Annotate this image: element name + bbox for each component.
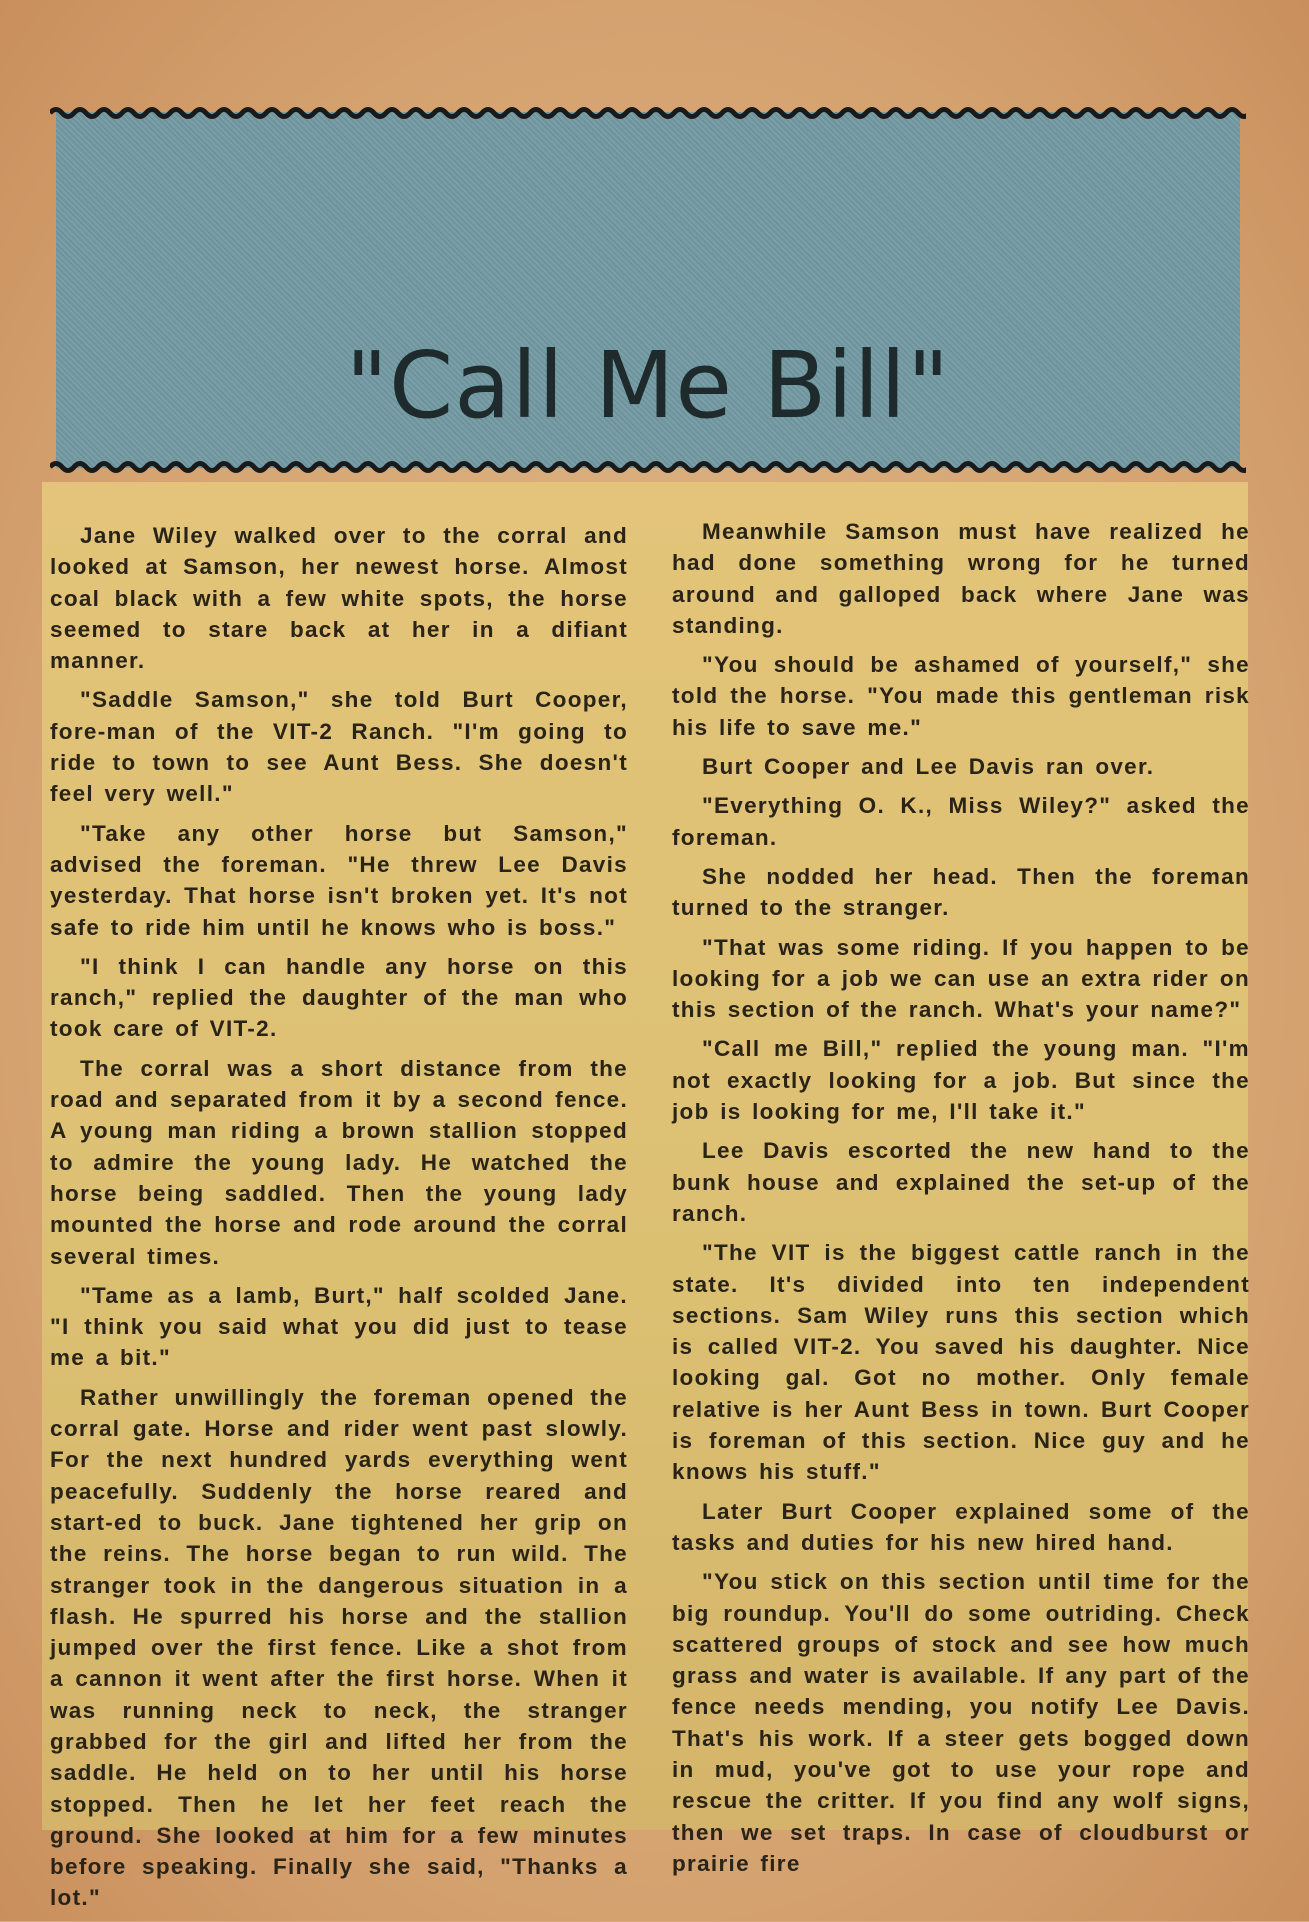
right-column xyxy=(672,516,1250,1887)
left-column xyxy=(50,520,628,1922)
paragraph: She nodded her head. Then the foreman turned to the stranger. xyxy=(672,863,1250,921)
paragraph: The corral was a short distance from the road and separated from it by a second fence. A young man riding a brown stallion stopped to admire the young lady. He watched the horse being saddled. Then the young lady mounted the horse and rode around the corral several times. xyxy=(50,1055,628,1269)
paragraph: "Everything O. K., Miss Wiley?" asked the foreman. xyxy=(672,793,1250,850)
paragraph: "That was some riding. If you happen to be looking for a job we can use an extra rider on this section of the ranch. What's your name?" xyxy=(672,934,1250,1023)
paragraph: "I think I can handle any horse on this ranch," replied the daughter of the man who took care of VIT-2. xyxy=(50,953,628,1042)
paragraph: "You should be ashamed of yourself," she told the horse. "You made this gentleman risk his life to save me." xyxy=(672,652,1250,740)
paragraph: "Tame as a lamb, Burt," half scolded Jane. "I think you said what you did just to tease me a bit." xyxy=(50,1282,628,1371)
paragraph: Meanwhile Samson must have realized he had done something wrong for he turned around and galloped back where Jane was standing. xyxy=(672,519,1250,638)
story-title: "Call Me Bill" xyxy=(345,332,951,439)
paragraph: "Take any other horse but Samson," advised the foreman. "He threw Lee Davis yesterday. That horse isn't broken yet. It's not safe to ride him until he knows who is boss." xyxy=(50,820,628,940)
paragraph: "The VIT is the biggest cattle ranch in the state. It's divided into ten independent sections. Sam Wiley runs this section which is called VIT-2. You saved his daughter. Nice looking gal. Got no mother. Only female relative is her Aunt Bess in town. Burt Cooper is foreman of this section. Nice guy and he knows his stuff." xyxy=(672,1240,1250,1485)
paragraph: Burt Cooper and Lee Davis ran over. xyxy=(702,754,1155,780)
title-banner xyxy=(56,112,1240,468)
paragraph: "Saddle Samson," she told Burt Cooper, fore-man of the VIT-2 Ranch. "I'm going to ride to town to see Aunt Bess. She doesn't feel very well." xyxy=(50,687,628,807)
top-wavy-border xyxy=(50,104,1246,122)
paragraph: Rather unwillingly the foreman opened the corral gate. Horse and rider went past slowly. For the next hundred yards everything went peacefully. Suddenly the horse reared and start-ed to buck. Jane tightened her grip on the reins. The horse began to run wild. The stranger took in the dangerous situation in a flash. He spurred his horse and the stallion jumped over the first fence. Like a shot from a cannon it went after the first horse. When it was running neck to neck, the stranger grabbed for the girl and lifted her from the saddle. He held on to her until his horse stopped. Then he let her feet reach the ground. She looked at him for a few minutes before speaking. Finally she said, "Thanks a lot." xyxy=(50,1384,628,1911)
paragraph: Jane Wiley walked over to the corral and looked at Samson, her newest horse. Almost coal black with a few white spots, the horse seemed to stare back at her in a difiant manner. xyxy=(50,523,628,674)
paragraph: Later Burt Cooper explained some of the tasks and duties for his new hired hand. xyxy=(672,1498,1250,1555)
paragraph: Lee Davis escorted the new hand to the bunk house and explained the set-up of the ranch. xyxy=(672,1138,1250,1226)
paragraph: "Call me Bill," replied the young man. "I'm not exactly looking for a job. But since the job is looking for me, I'll take it." xyxy=(672,1036,1250,1125)
paragraph: "You stick on this section until time for the big roundup. You'll do some outriding. Check scattered groups of stock and see how much grass and water is available. If any part of the fence needs mending, you notify Lee Davis. That's his work. If a steer gets bogged down in mud, you've got to use your rope and rescue the critter. If you find any wolf signs, then we set traps. In case of cloudburst or prairie fire xyxy=(672,1569,1250,1876)
bottom-wavy-border xyxy=(50,458,1246,476)
